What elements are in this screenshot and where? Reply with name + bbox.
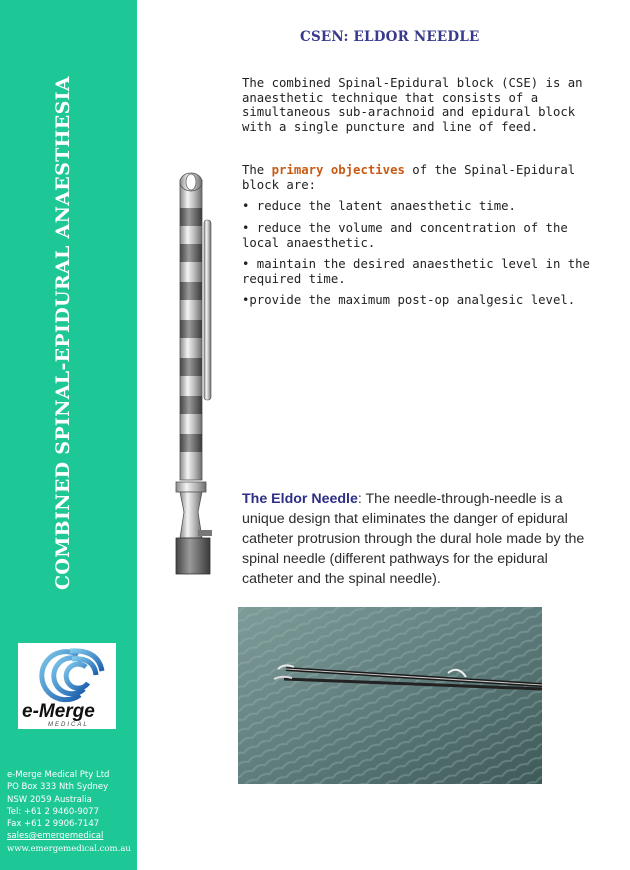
objectives-prefix: The <box>242 163 272 177</box>
tel-line: Tel: +61 2 9460-9077 <box>7 806 99 817</box>
fax-line: Fax +61 2 9906-7147 <box>7 819 100 830</box>
emerge-logo <box>18 643 116 729</box>
svg-text:e-Merge: e-Merge <box>22 701 95 722</box>
eldor-paragraph <box>242 489 587 589</box>
bullet-item: • maintain the desired anaesthetic level in the required time. <box>242 257 590 286</box>
bullet-item: • reduce the volume and concentration of the local anaesthetic. <box>242 221 568 250</box>
eldor-text: : The needle-through-needle is a unique design that eliminates the danger of epidural catheter protrusion through the dural hole made by the spinal needle (different pathways for the epidural catheter and the spinal needle). <box>242 491 585 587</box>
needle-photo <box>238 607 542 784</box>
vertical-title: COMBINED SPINAL-EPIDURAL ANAESTHESIA <box>52 76 74 590</box>
contact-block <box>7 769 135 855</box>
state-line: NSW 2059 Australia <box>7 794 92 805</box>
svg-text:MEDICAL: MEDICAL <box>48 722 89 728</box>
website-link[interactable]: www.emergemedical.com.au <box>7 843 131 854</box>
company-name: e-Merge Medical Pty Ltd <box>7 770 110 780</box>
intro-paragraph: The combined Spinal-Epidural block (CSE) is an anaesthetic technique that consists of a simultaneous sub-arachnoid and epidural block with a single puncture and line of feed. <box>242 76 583 134</box>
page-title: CSEN: ELDOR NEEDLE <box>300 29 480 45</box>
bullet-item: •provide the maximum post-op analgesic level. <box>242 293 576 307</box>
objectives-paragraph <box>242 163 602 192</box>
sidebar <box>0 0 137 870</box>
objectives-highlight: primary objectives <box>271 163 405 177</box>
bullet-item: • reduce the latent anaesthetic time. <box>242 199 516 213</box>
objectives-suffix: of the Spinal-Epidural block are: <box>242 163 576 192</box>
needle-illustration <box>168 160 228 580</box>
email-link[interactable]: sales@emergemedical <box>7 831 104 842</box>
po-box: PO Box 333 Nth Sydney <box>7 782 109 793</box>
eldor-name: The Eldor Needle <box>242 491 358 507</box>
